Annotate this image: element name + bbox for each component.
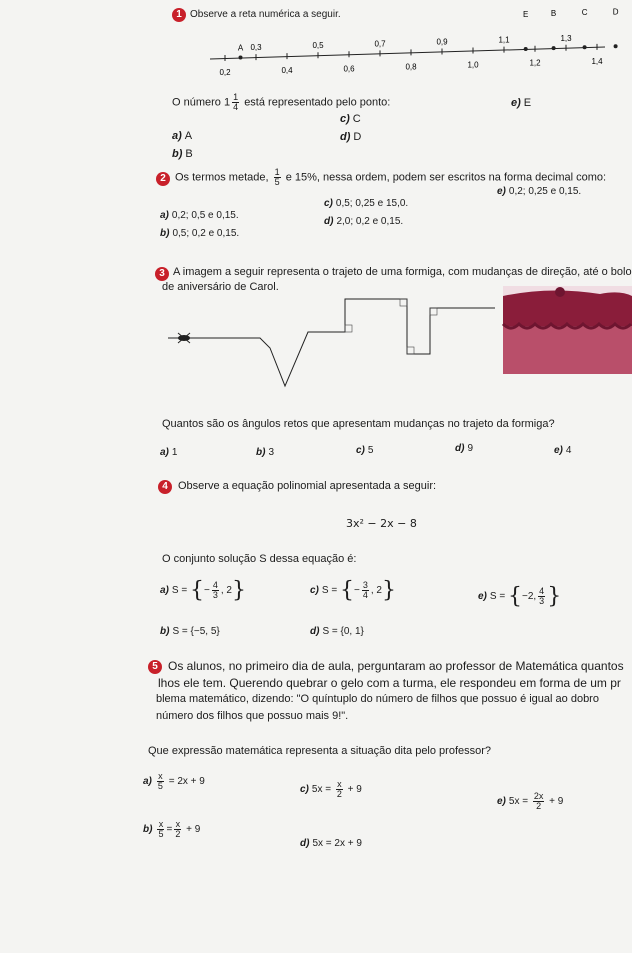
q3-option-a[interactable]: a) 1 <box>160 447 178 458</box>
q5-line1: Os alunos, no primeiro dia de aula, perguntaram ao professor de Matemática quantos <box>168 659 624 673</box>
number-line-point-label: A <box>237 43 244 53</box>
q1-option-b[interactable]: b) B <box>172 148 193 160</box>
q1-statement: Observe a reta numérica a seguir. <box>190 9 341 20</box>
frac-num: 3 <box>362 580 368 590</box>
number-line-point <box>239 56 243 60</box>
q3-statement-line2: de aniversário de Carol. <box>162 281 279 293</box>
q1-option-d[interactable]: d) D <box>340 131 362 143</box>
q4-question: O conjunto solução S dessa equação é: <box>162 553 357 565</box>
fraction <box>336 780 343 799</box>
q4-option-e[interactable]: e) S = {−2, $\frac{4}{3}$ } <box>478 584 562 609</box>
option-text: S = {−5, 5} <box>172 626 220 637</box>
fraction <box>362 581 369 600</box>
q5-option-b[interactable]: b) $\frac{x}{5}$ = $\frac{x}{2}$ + 9 <box>143 819 201 839</box>
option-rest: + 9 <box>549 796 564 808</box>
frac-den: 3 <box>212 590 218 600</box>
brace-close: } <box>547 584 562 609</box>
q4-option-a[interactable]: a) S = {− $\frac{4}{3}$ , 2} <box>160 578 246 603</box>
set-rest: , 2 <box>220 585 232 597</box>
number-line-tick-label: 0,8 <box>405 62 417 72</box>
option-text: 1 <box>171 447 178 458</box>
q4-equation: 3x² − 2x − 8 <box>346 517 417 530</box>
question-number-3: 3 <box>155 267 169 281</box>
q5-option-c[interactable]: c) 5x = $\frac{x}{2}$ + 9 <box>300 779 362 799</box>
q5-line4: número dos filhos que possuo mais 9!". <box>156 710 349 722</box>
mixed-whole: 1 <box>223 96 231 109</box>
option-text: E <box>523 97 532 109</box>
frac-num: x <box>175 819 181 829</box>
q2-pre: Os termos metade, <box>175 171 269 184</box>
q1-suffix: está representado pelo ponto: <box>244 96 391 109</box>
brace-close: } <box>381 578 396 603</box>
frac-num: 1 <box>233 92 239 102</box>
q4-option-b[interactable]: b) S = {−5, 5} <box>160 626 220 637</box>
right-angle-mark <box>407 347 414 354</box>
option-text: 4 <box>565 445 572 456</box>
q1-question <box>172 93 390 112</box>
set-prefix: S = <box>321 585 338 597</box>
q4-option-c[interactable]: c) S = {− $\frac{3}{4}$ , 2} <box>310 578 396 603</box>
frac-den: 2 <box>536 801 542 811</box>
fraction <box>174 820 181 839</box>
frac-den: 5 <box>274 177 280 187</box>
birthday-cake-image <box>503 286 632 374</box>
ant-icon <box>178 333 190 343</box>
question-number-1: 1 <box>172 8 186 22</box>
number-line-point <box>552 46 556 50</box>
number-line-point <box>614 44 618 48</box>
brace-open: { <box>339 578 354 603</box>
option-rest: + 9 <box>186 824 201 836</box>
number-line-tick-label: 1,0 <box>467 60 479 70</box>
q3-option-d[interactable]: d) 9 <box>455 443 474 454</box>
frac-num: 4 <box>539 586 545 596</box>
minus-sign: − <box>353 585 360 597</box>
number-line-tick-label: 1,1 <box>498 35 510 45</box>
fraction <box>212 581 219 600</box>
frac-num: 4 <box>212 580 218 590</box>
right-angle-mark <box>430 308 437 315</box>
number-line-tick-label: 1,4 <box>591 56 603 66</box>
q3-option-c[interactable]: c) 5 <box>356 445 374 456</box>
number-line-point-label: C <box>581 8 588 18</box>
set-first: −2, <box>521 591 537 603</box>
number-line-tick-label: 0,7 <box>374 39 386 49</box>
question-number-4: 4 <box>158 480 172 494</box>
frac-den: 4 <box>233 102 239 112</box>
frac-den: 5 <box>157 781 163 791</box>
frac-num: 1 <box>274 167 280 177</box>
q5-option-d[interactable]: d) 5x = 2x + 9 <box>300 838 362 849</box>
frac-num: 2x <box>533 791 544 801</box>
option-text: D <box>353 131 362 143</box>
option-text: 5 <box>367 445 374 456</box>
fraction <box>157 820 164 839</box>
right-angle-mark <box>400 299 407 306</box>
frac-den: 5 <box>158 829 164 839</box>
number-line-tick-label: 0,4 <box>281 66 293 76</box>
number-line-point <box>524 47 528 51</box>
option-text: C <box>352 113 361 125</box>
number-line-tick-label: 0,3 <box>250 43 262 53</box>
q2-option-c[interactable]: c) 0,5; 0,25 e 15,0. <box>324 198 409 209</box>
number-line-tick-label: 0,6 <box>343 64 355 74</box>
option-text: A <box>184 130 193 142</box>
number-line-tick-label: 1,2 <box>529 58 541 68</box>
q3-statement-line1: A imagem a seguir representa o trajeto de uma formiga, com mudanças de direção, até o bolo <box>173 266 632 278</box>
q2-option-b[interactable]: b) 0,5; 0,2 e 0,15. <box>160 228 240 239</box>
option-text: B <box>185 148 193 160</box>
set-prefix: S = <box>489 591 506 603</box>
option-rest: = 2x + 9 <box>168 776 205 788</box>
number-line <box>180 7 619 88</box>
q5-line3: blema matemático, dizendo: "O quíntuplo do número de filhos que possuo é igual ao dobro <box>156 693 599 705</box>
right-angle-mark <box>345 325 352 332</box>
equals-sign: = <box>166 824 173 836</box>
option-text: 0,5; 0,2 e 0,15. <box>172 228 240 239</box>
frac-den: 3 <box>539 596 545 606</box>
minus-sign: − <box>203 585 210 597</box>
option-text: 9 <box>467 443 474 454</box>
option-text: 5x = 2x + 9 <box>312 838 362 849</box>
q1-option-e[interactable]: e) E <box>511 97 532 109</box>
option-text: 3 <box>268 447 275 458</box>
brace-open: { <box>507 584 522 609</box>
q5-option-a[interactable]: a) $\frac{x}{5}$ = 2x + 9 <box>143 771 205 791</box>
option-text: 0,2; 0,25 e 0,15. <box>508 186 582 197</box>
question-number-5: 5 <box>148 660 162 674</box>
q2-post: e 15%, nessa ordem, podem ser escritos na forma decimal como: <box>285 171 607 184</box>
frac-num: x <box>337 779 342 789</box>
q3-question: Quantos são os ângulos retos que apresentam mudanças no trajeto da formiga? <box>162 418 555 430</box>
frac-den: 2 <box>336 789 342 799</box>
q5-option-e[interactable]: e) 5x = $\frac{2x}{2}$ + 9 <box>497 791 564 811</box>
q5-question: Que expressão matemática representa a situação dita pelo professor? <box>148 745 492 757</box>
question-number-2: 2 <box>156 172 170 186</box>
q2-option-d[interactable]: d) 2,0; 0,2 e 0,15. <box>324 216 404 227</box>
number-line-tick-label: 0,5 <box>312 41 324 51</box>
number-line-tick-label: 1,3 <box>560 33 572 43</box>
q1-option-a[interactable]: a) A <box>172 130 193 142</box>
q2-statement <box>175 168 606 187</box>
q2-option-a[interactable]: a) 0,2; 0,5 e 0,15. <box>160 210 239 221</box>
q2-fraction <box>274 168 281 187</box>
q1-prefix: O número <box>172 96 221 109</box>
option-text: 0,2; 0,5 e 0,15. <box>171 210 239 221</box>
option-text: 2,0; 0,2 e 0,15. <box>336 216 404 227</box>
q3-option-b[interactable]: b) 3 <box>256 447 275 458</box>
frac-num: x <box>158 771 163 781</box>
ant-path-figure <box>160 286 632 416</box>
number-line-tick-label: 0,9 <box>436 37 448 47</box>
number-line-point-label: E <box>523 9 529 19</box>
frac-num: x <box>158 819 164 829</box>
number-line-point-label: D <box>612 7 619 17</box>
option-text: S = {0, 1} <box>322 626 364 637</box>
option-text: 0,5; 0,25 e 15,0. <box>335 198 409 209</box>
frac-den: 2 <box>175 829 181 839</box>
set-rest: , 2 <box>370 585 382 597</box>
option-rest: + 9 <box>347 784 362 796</box>
q5-line2: lhos ele tem. Querendo quebrar o gelo com a turma, ele respondeu em forma de um pr <box>158 676 621 690</box>
q2-option-e[interactable]: e) 0,2; 0,25 e 0,15. <box>497 186 582 197</box>
frac-den: 4 <box>362 590 368 600</box>
q3-option-e[interactable]: e) 4 <box>554 445 572 456</box>
fraction <box>538 587 545 606</box>
q4-option-d[interactable]: d) S = {0, 1} <box>310 626 364 637</box>
fraction <box>157 772 164 791</box>
brace-open: { <box>189 578 204 603</box>
number-line-tick-label: 0,2 <box>219 68 231 77</box>
q1-option-c[interactable]: c) C <box>340 113 361 125</box>
q4-statement: Observe a equação polinomial apresentada a seguir: <box>178 480 437 492</box>
option-lhs: 5x = <box>508 796 529 808</box>
number-line-point <box>583 45 587 49</box>
brace-close: } <box>231 578 246 603</box>
number-line-point-label: B <box>550 9 557 19</box>
set-prefix: S = <box>171 585 188 597</box>
option-lhs: 5x = <box>311 784 332 796</box>
mixed-fraction <box>232 93 239 112</box>
fraction <box>533 792 545 811</box>
